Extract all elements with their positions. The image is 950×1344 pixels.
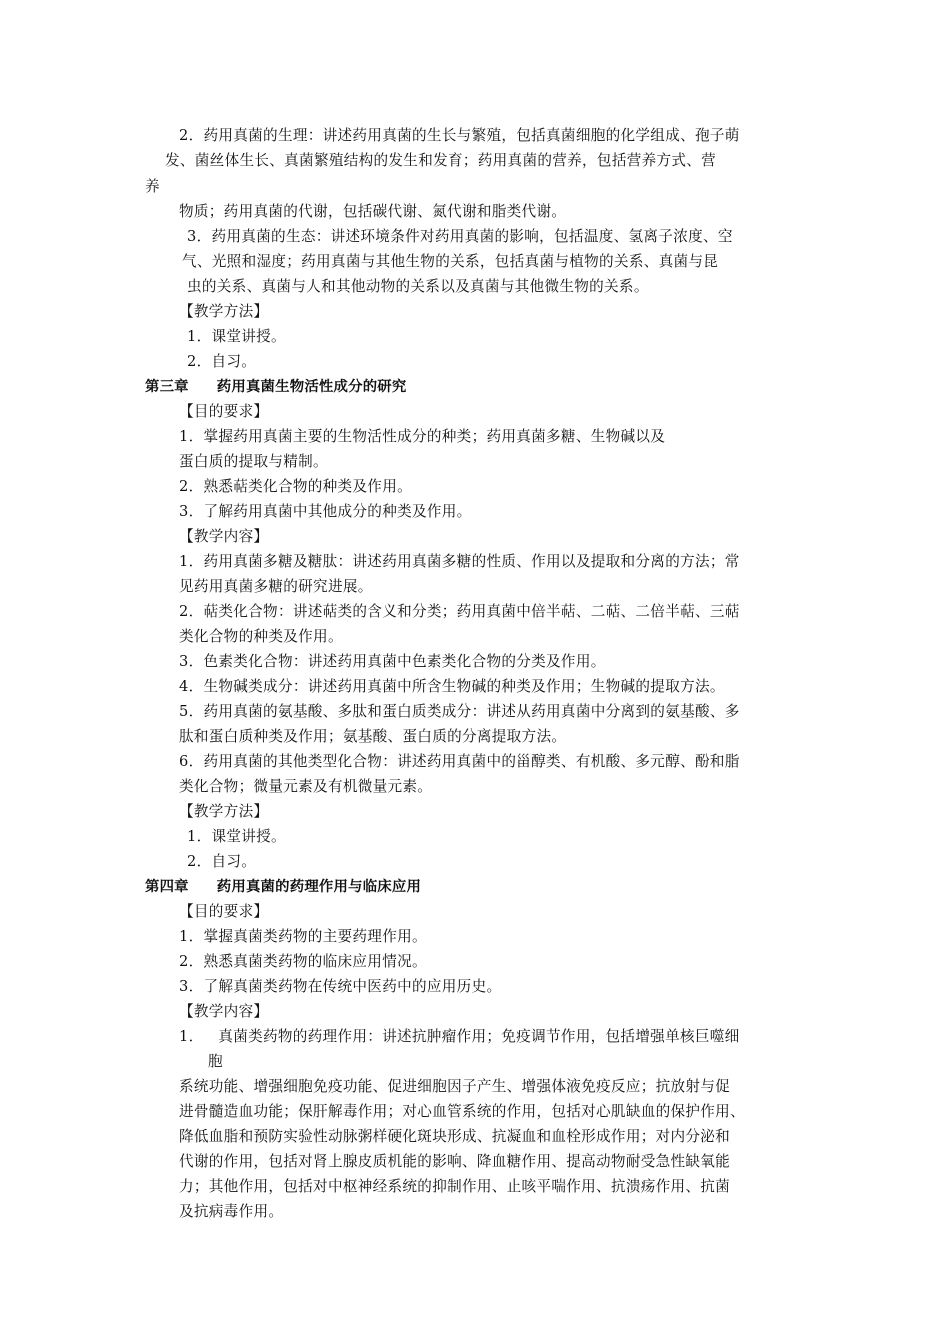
chapter-title: 药用真菌的药理作用与临床应用: [216, 879, 422, 895]
section-heading-method: 【教学方法】: [179, 803, 269, 820]
section-heading-content: 【教学内容】: [179, 1003, 269, 1020]
list-item: 1．课堂讲授。: [187, 328, 286, 345]
chapter-number: 第三章: [145, 379, 189, 395]
paragraph-line: 系统功能、增强细胞免疫功能、促进细胞因子产生、增强体液免疫反应；抗放射与促: [179, 1078, 731, 1095]
list-item: 4．生物碱类成分：讲述药用真菌中所含生物碱的种类及作用；生物碱的提取方法。: [179, 678, 725, 695]
list-item: 2．熟悉真菌类药物的临床应用情况。: [179, 953, 427, 970]
paragraph-line: 发、菌丝体生长、真菌繁殖结构的发生和发育；药用真菌的营养，包括营养方式、营: [165, 152, 717, 169]
paragraph-line: 物质；药用真菌的代谢，包括碳代谢、氮代谢和脂类代谢。: [179, 203, 567, 220]
chapter-heading: [145, 877, 421, 897]
paragraph-line: 虫的关系、真菌与人和其他动物的关系以及真菌与其他微生物的关系。: [187, 278, 649, 295]
paragraph-line: 3．药用真菌的生态：讲述环境条件对药用真菌的影响，包括温度、氢离子浓度、空: [187, 228, 733, 245]
paragraph-line: 肽和蛋白质种类及作用；氨基酸、蛋白质的分离提取方法。: [179, 728, 567, 745]
section-heading-method: 【教学方法】: [179, 303, 269, 320]
section-heading-requirements: 【目的要求】: [179, 403, 269, 420]
list-item: 2．自习。: [187, 353, 257, 370]
section-heading-requirements: 【目的要求】: [179, 903, 269, 920]
paragraph-line: 类化合物的种类及作用。: [179, 628, 343, 645]
list-item: 1．掌握真菌类药物的主要药理作用。: [179, 928, 427, 945]
paragraph-line: 蛋白质的提取与精制。: [179, 453, 328, 470]
list-item: 2．自习。: [187, 853, 257, 870]
list-item: 3．了解真菌类药物在传统中医药中的应用历史。: [179, 978, 502, 995]
section-heading-content: 【教学内容】: [179, 528, 269, 545]
list-item: 5．药用真菌的氨基酸、多肽和蛋白质类成分：讲述从药用真菌中分离到的氨基酸、多: [179, 703, 740, 720]
paragraph-line: 气、光照和湿度；药用真菌与其他生物的关系，包括真菌与植物的关系、真菌与昆: [182, 253, 719, 270]
list-item: 1．药用真菌多糖及糖肽：讲述药用真菌多糖的性质、作用以及提取和分离的方法；常: [179, 553, 740, 570]
paragraph-line: 进骨髓造血功能；保肝解毒作用；对心血管系统的作用，包括对心肌缺血的保护作用、: [179, 1103, 745, 1120]
chapter-heading: [145, 377, 406, 397]
chapter-number: 第四章: [145, 879, 189, 895]
list-item: 2．萜类化合物：讲述萜类的含义和分类；药用真菌中倍半萜、二萜、二倍半萜、三萜: [179, 603, 740, 620]
paragraph-line: 2．药用真菌的生理：讲述药用真菌的生长与繁殖，包括真菌细胞的化学组成、孢子萌: [179, 127, 740, 144]
list-item: 1．掌握药用真菌主要的生物活性成分的种类；药用真菌多糖、生物碱以及: [179, 428, 666, 445]
list-item: 3．色素类化合物：讲述药用真菌中色素类化合物的分类及作用。: [179, 653, 606, 670]
list-item: 3．了解药用真菌中其他成分的种类及作用。: [179, 503, 472, 520]
chapter-title: 药用真菌生物活性成分的研究: [216, 379, 407, 395]
list-item: 6．药用真菌的其他类型化合物：讲述药用真菌中的甾醇类、有机酸、多元醇、酚和脂: [179, 753, 740, 770]
paragraph-line: 及抗病毒作用。: [179, 1203, 284, 1220]
paragraph-line: 类化合物；微量元素及有机微量元素。: [179, 778, 433, 795]
paragraph-line: 力；其他作用，包括对中枢神经系统的抑制作用、止咳平喘作用、抗溃疡作用、抗菌: [179, 1178, 731, 1195]
list-item: 1． 真菌类药物的药理作用：讲述抗肿瘤作用；免疫调节作用，包括增强单核巨噬细: [179, 1028, 740, 1045]
paragraph-line: 见药用真菌多糖的研究进展。: [179, 578, 373, 595]
paragraph-line: 养: [145, 178, 160, 195]
paragraph-line: 代谢的作用，包括对肾上腺皮质机能的影响、降血糖作用、提高动物耐受急性缺氧能: [179, 1153, 731, 1170]
list-item: 1．课堂讲授。: [187, 828, 286, 845]
list-item: 2．熟悉萜类化合物的种类及作用。: [179, 478, 412, 495]
paragraph-line: 胞: [208, 1053, 223, 1070]
paragraph-line: 降低血脂和预防实验性动脉粥样硬化斑块形成、抗凝血和血栓形成作用；对内分泌和: [179, 1128, 731, 1145]
